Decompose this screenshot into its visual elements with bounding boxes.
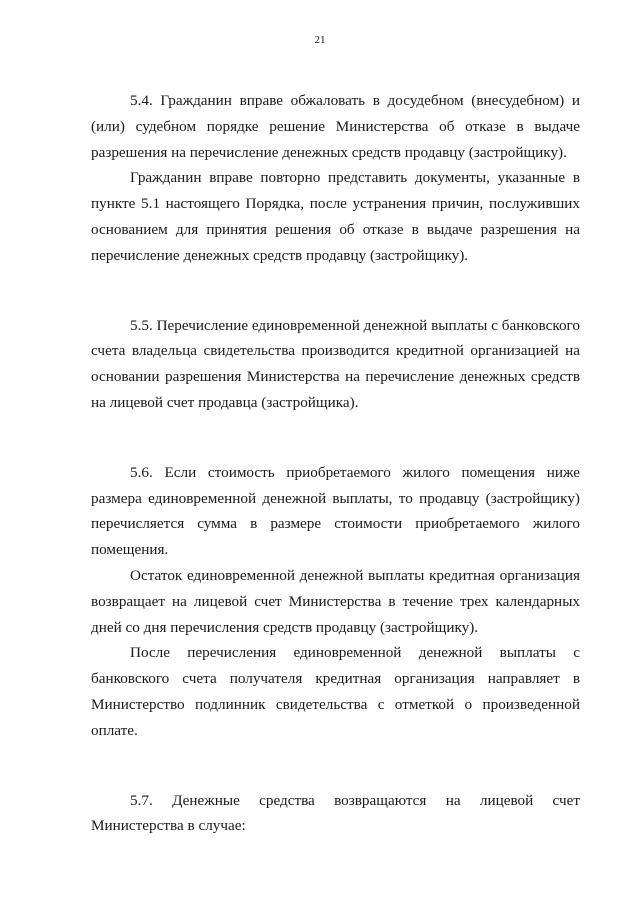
paragraph: 5.5. Перечисление единовременной денежной выплаты с банковского счета владельца свидетельства производится кредитной организацией на основании разрешения Министерства на перечисление денежных средств на лицевой счет продавца (застройщика). bbox=[91, 316, 580, 411]
section-spacer bbox=[91, 416, 580, 460]
paragraph: 5.7. Денежные средства возвращаются на лицевой счет Министерства в случае: bbox=[91, 791, 580, 835]
section-5-5 bbox=[91, 313, 580, 416]
section-5-4 bbox=[91, 88, 580, 269]
section-5-6 bbox=[91, 460, 580, 744]
paragraph: 5.4. Гражданин вправе обжаловать в досудебном (внесудебном) и (или) судебном порядке решение Министерства об отказе в выдаче разрешения на перечисление денежных средств продавцу (застройщику). bbox=[91, 92, 580, 161]
section-spacer bbox=[91, 744, 580, 788]
paragraph: 5.6. Если стоимость приобретаемого жилого помещения ниже размера единовременной денежной выплаты, то продавцу (застройщику) перечисляется сумма в размере стоимости приобретаемого жилого помещения. bbox=[91, 463, 580, 559]
paragraph: Остаток единовременной денежной выплаты кредитная организация возвращает на лицевой счет Министерства в течение трех календарных дней со дня перечисления средств продавцу (застройщику). bbox=[91, 566, 580, 636]
paragraph: После перечисления единовременной денежной выплаты с банковского счета получателя кредитная организация направляет в Министерство подлинник свидетельства с отметкой о произведенной оплате. bbox=[91, 644, 580, 739]
section-spacer bbox=[91, 269, 580, 313]
document-body bbox=[91, 88, 580, 839]
page-number: 21 bbox=[314, 34, 326, 46]
section-5-7 bbox=[91, 788, 580, 840]
paragraph: Гражданин вправе повторно представить документы, указанные в пункте 5.1 настоящего Порядка, после устранения причин, послуживших основанием для принятия решения об отказе в выдаче разрешения на перечисление денежных средств продавцу (застройщику). bbox=[91, 169, 580, 264]
